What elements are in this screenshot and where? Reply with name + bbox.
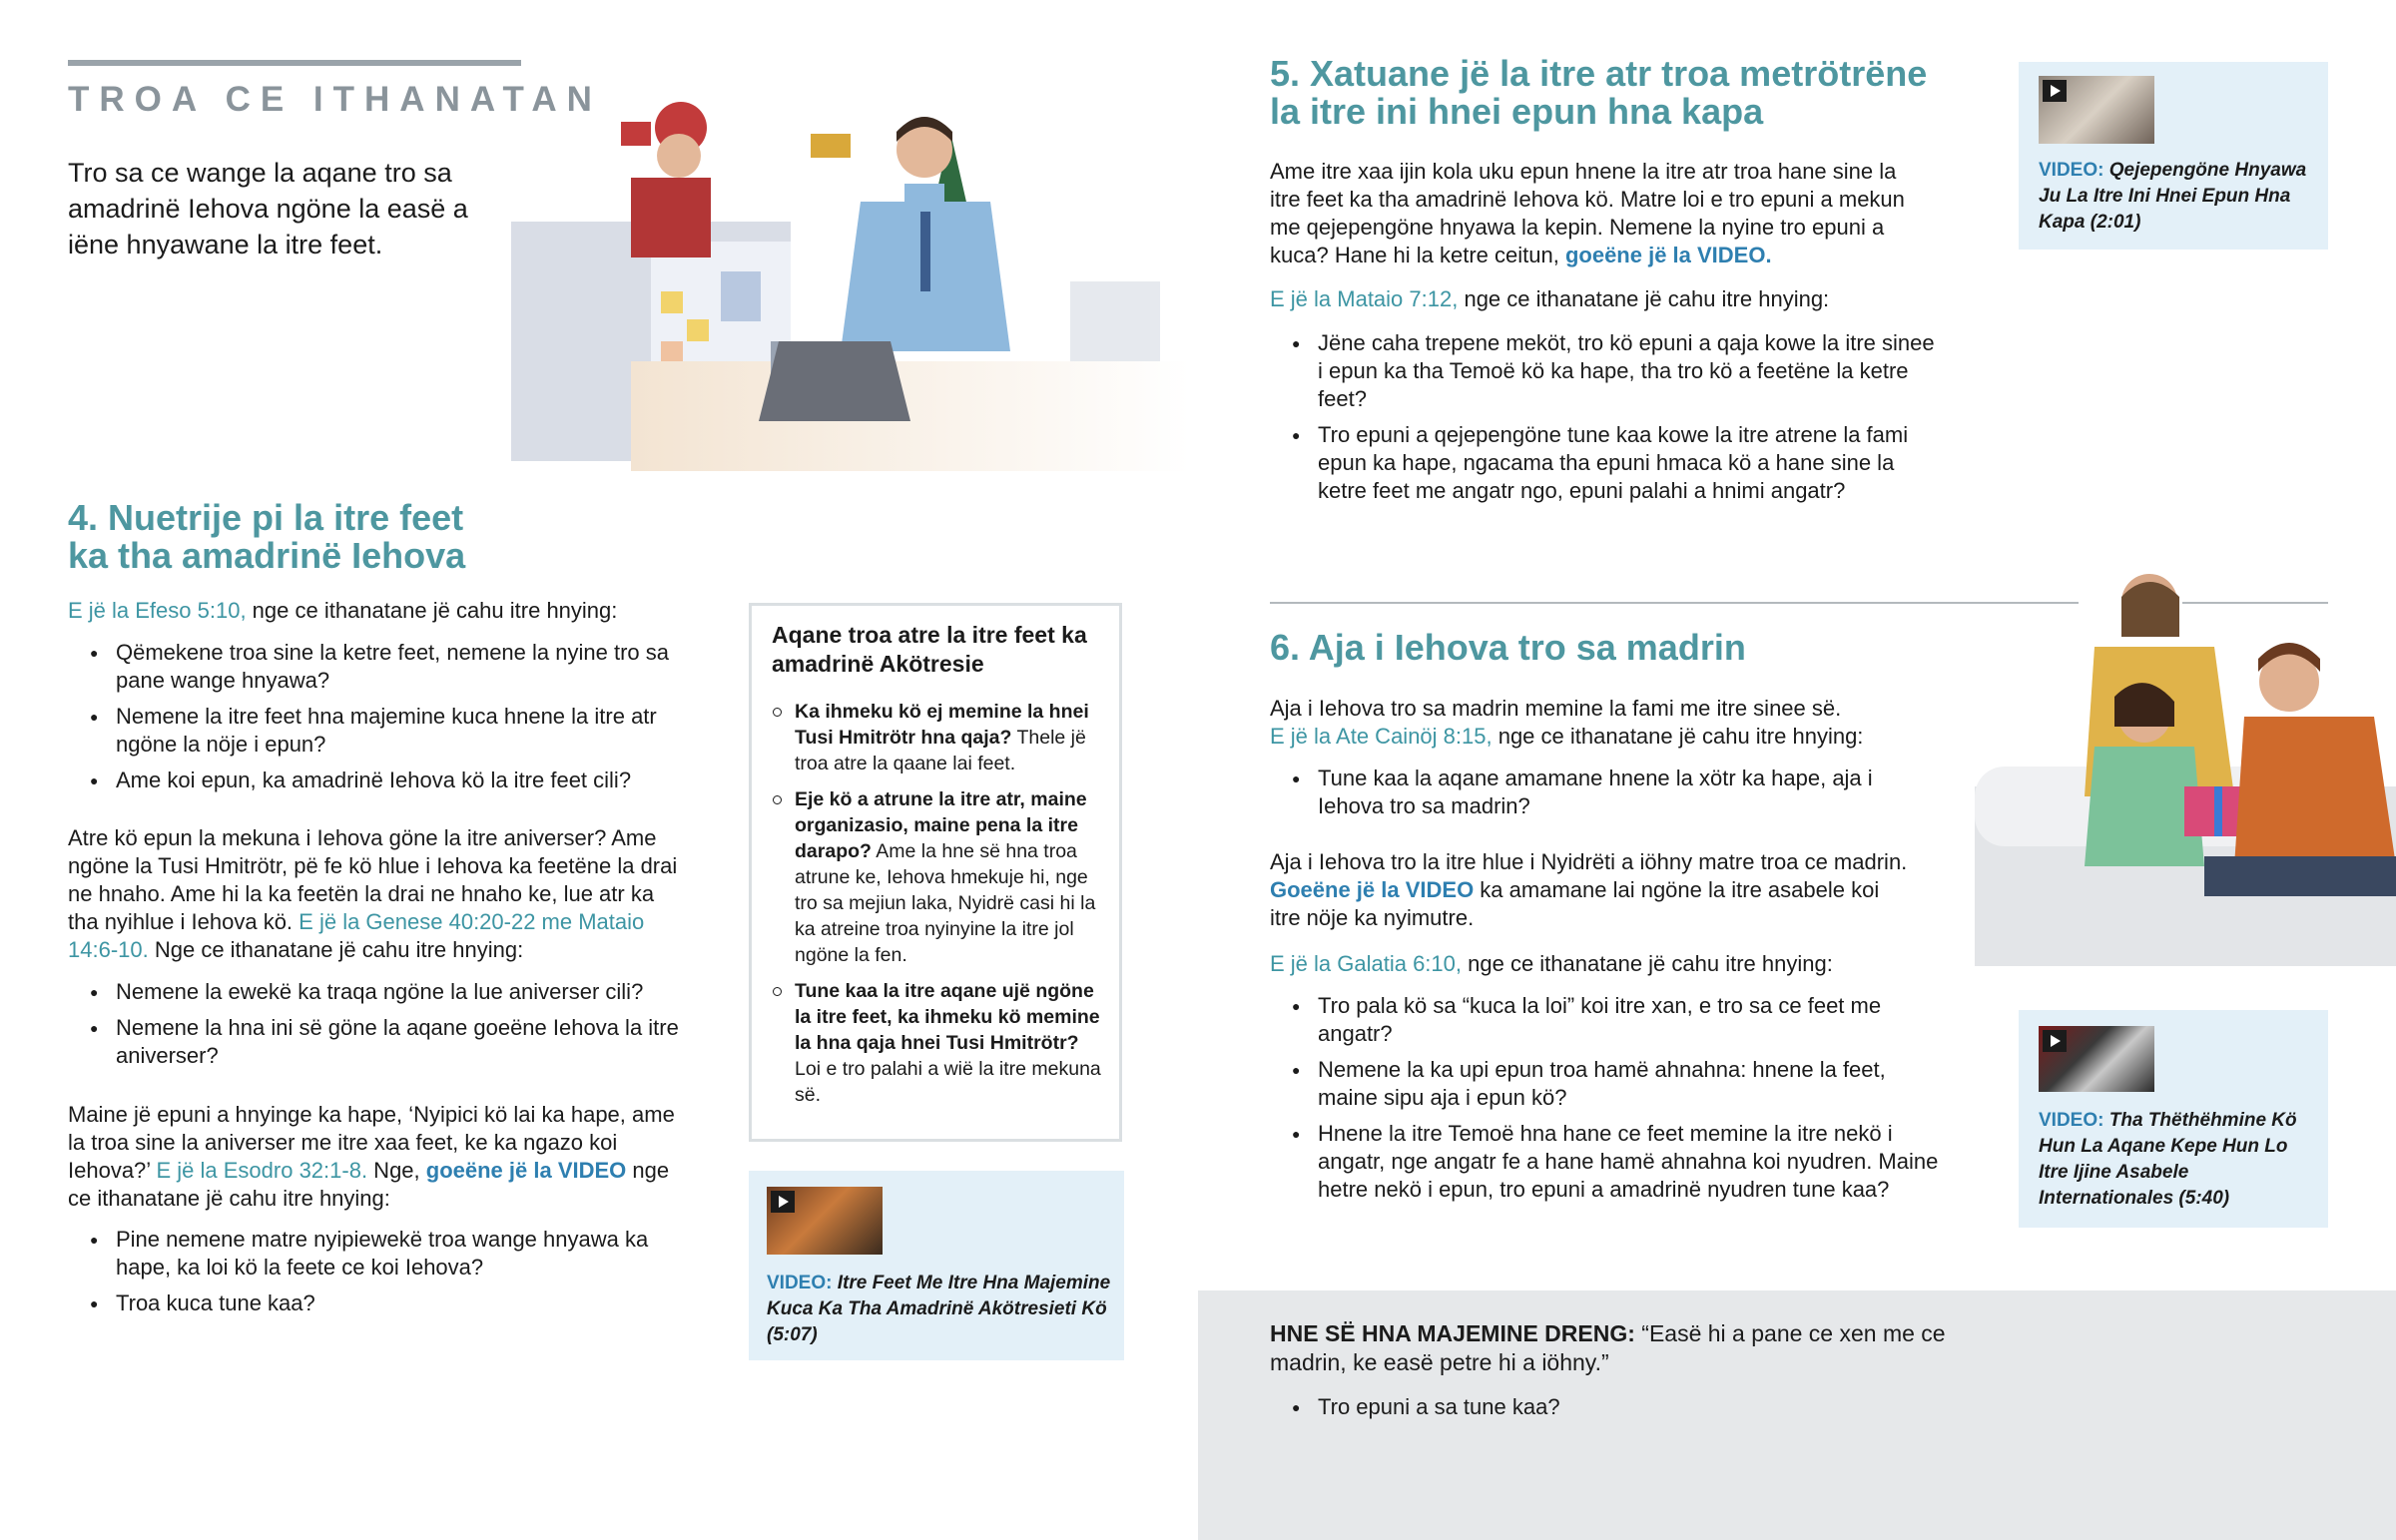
summary-questions [1270, 1393, 1909, 1429]
watch-video-link[interactable]: goeëne jë la VIDEO [425, 1158, 627, 1183]
scripture-link-galatia[interactable]: E jë la Galatia 6:10, [1270, 951, 1463, 976]
page-kicker: TROA CE ITHANATAN [68, 80, 602, 119]
list-item: ● Tro epuni a qejepengöne tune kaa kowe la itre atrene la fami epun ka hape, ngacama tha epuni hmaca kö a hane sine la ketre feet me angatr ngo, epuni palahi a hnimi angatr? [1270, 421, 1939, 505]
list-item: ● Nemene la ewekë ka traqa ngöne la lue aniverser cili? [68, 978, 697, 1006]
s6-paragraph-2 [1270, 848, 1909, 932]
s5-reading-rest: nge ce ithanatane jë cahu itre hnying: [1458, 286, 1830, 311]
s6-paragraph-1-rest: nge ce ithanatane jë cahu itre hnying: [1492, 724, 1864, 749]
guide-question: Eje kö a atrune la itre atr, maine organizasio, maine pena la itre darapo? [795, 788, 1087, 862]
list-item [771, 786, 1110, 968]
scripture-link-mataio[interactable]: E jë la Mataio 7:12, [1270, 286, 1459, 311]
video-title: Itre Feet Me Itre Hna Majemine Kuca Ka Tha Amadrinë Akötresieti Kö (5:07) [767, 1273, 1111, 1345]
s4-paragraph-2-rest: Nge ce ithanatane jë cahu itre hnying: [148, 937, 524, 962]
section-5-title-line1: 5. Xatuane jë la itre atr troa metrötrëne [1270, 53, 1928, 94]
video-caption [767, 1271, 1111, 1348]
video-title: Qejepengöne Hnyawa Ju La Itre Ini Hnei Epun Hna Kapa (2:01) [2039, 160, 2307, 233]
s5-paragraph-1 [1270, 158, 1929, 269]
video-thumbnail[interactable] [767, 1187, 883, 1255]
s5-reading [1270, 285, 1929, 313]
s4-reading-1-rest: nge ce ithanatane jë cahu itre hnying: [246, 598, 618, 623]
list-item: ● Tro pala kö sa “kuca la loi” koi itre xan, e tro sa ce feet me angatr? [1270, 992, 1949, 1048]
s4-paragraph-3-rest: nge ce ithanatane jë cahu itre hnying: [68, 1158, 670, 1211]
s6-paragraph-1-text: Aja i Iehova tro sa madrin memine la fami me itre sinee së. [1270, 696, 1842, 721]
s6-paragraph-1 [1270, 695, 1969, 751]
video-thumbnail[interactable] [2039, 1026, 2154, 1092]
scripture-link-esodro[interactable]: E jë la Esodro 32:1-8. [150, 1158, 368, 1183]
scripture-link-ate-cainoj[interactable]: E jë la Ate Cainöj 8:15, [1270, 724, 1493, 749]
s6-reading-2 [1270, 950, 1969, 978]
s4-reading-1 [68, 597, 687, 625]
summary-text [1270, 1319, 1969, 1377]
video-label: VIDEO: [2039, 160, 2104, 181]
watch-video-link[interactable]: Goeëne jë la VIDEO [1270, 877, 1475, 902]
section-divider [1270, 602, 2079, 604]
list-item: ● Pine nemene matre nyipiewekë troa wange hnyawa ka hape, ka loi kö la feete ce koi Iehova? [68, 1226, 697, 1282]
play-icon [2043, 80, 2067, 102]
guide-answer: Loi e tro palahi a wië la itre mekuna së. [795, 1058, 1101, 1106]
list-item [771, 978, 1110, 1108]
video-label: VIDEO: [2039, 1110, 2104, 1131]
video-card-feet[interactable] [749, 1171, 1124, 1360]
guide-answer: Ame la hne së hna troa atrune ke, Iehova hmekuje hi, nge tro sa mejiun laka, Nyidrë casi hi la ka atreine troa nyinyine la itre jol ngöne la fen. [795, 840, 1096, 966]
intro-text: Tro sa ce wange la aqane tro sa amadrinë Iehova ngöne la easë a iëne hnyawane la itre feet. [68, 158, 468, 259]
list-item: ● Jëne caha trepene meköt, tro kö epuni a qaja kowe la itre sinee i epun ka tha Temoë kö ka hape, tha tro kö a feetëne la ketre feet? [1270, 329, 1939, 413]
s4-paragraph-3-mid: Nge, [367, 1158, 426, 1183]
video-card-asabele[interactable] [2019, 1010, 2328, 1228]
festival-guide-list [771, 699, 1110, 1118]
list-item: ● Troa kuca tune kaa? [68, 1289, 697, 1317]
list-item: ● Nemene la ka upi epun troa hamë ahnahna: hnene la feet, maine sipu aja i epun kö? [1270, 1056, 1949, 1112]
s6-paragraph-2-text: Aja i Iehova tro la itre hlue i Nyidrëti a iöhny matre troa ce madrin. [1270, 849, 1908, 874]
s4-paragraph-3-text: Maine jë epuni a hnyinge ka hape, ‘Nyipici kö lai ka hape, ame la troa sine la aniverser me itre xaa feet, ke ka ngazo koi Iehova?’ [68, 1102, 675, 1183]
scripture-link-genese[interactable]: E jë la Genese 40:20-22 me Mataio 14:6-10. [68, 909, 645, 962]
video-card-qejepengone[interactable] [2019, 62, 2328, 250]
s4-paragraph-2-text: Atre kö epun la mekuna i Iehova göne la itre aniverser? Ame ngöne la Tusi Hmitrötr, pë fe kö hlue i Iehova ka feetëne la drai ne hnaho. Ame hi la ka feetën la drai ne hnaho ke, lue atr ka tha nyihlue i Iehova kö. [68, 825, 678, 934]
s6-questions-1 [1270, 765, 1909, 828]
list-item: ● Tune kaa la aqane amamane hnene la xötr ka hape, aja i Iehova tro sa madrin? [1270, 765, 1909, 820]
summary-quote: “Easë hi a pane ce xen me ce madrin, ke easë petre hi a iöhny.” [1270, 1320, 1946, 1375]
play-icon [2043, 1030, 2067, 1052]
guide-question: Ka ihmeku kö ej memine la hnei Tusi Hmitrötr hna qaja? [795, 701, 1089, 749]
video-caption [2039, 1108, 2298, 1212]
s4-paragraph-2 [68, 824, 687, 964]
top-rule [68, 60, 521, 66]
family-gift-illustration [1975, 567, 2396, 966]
s4-questions-3 [68, 1226, 697, 1325]
video-title: Tha Thëthëhmine Kö Hun La Aqane Kepe Hun Lo Itre Ijine Asabele Internationales (5:40) [2039, 1110, 2297, 1209]
s4-paragraph-3 [68, 1101, 687, 1213]
play-icon [771, 1191, 795, 1213]
scripture-link-efeso[interactable]: E jë la Efeso 5:10, [68, 598, 247, 623]
section-4-title-line1: 4. Nuetrije pi la itre feet [68, 497, 464, 538]
section-4-title-line2: ka tha amadrinë Iehova [68, 535, 466, 576]
office-gift-illustration [511, 92, 1190, 471]
watch-video-link[interactable]: goeëne jë la VIDEO. [1564, 243, 1772, 267]
video-thumbnail[interactable] [2039, 76, 2154, 144]
section-5-title [1270, 55, 1969, 131]
list-item: ● Nemene la hna ini së göne la aqane goeëne Iehova la itre aniverser? [68, 1014, 697, 1070]
s5-paragraph-1-text: Ame itre xaa ijin kola uku epun hnene la itre atr troa hane sine la itre feet ka tha amadrinë Iehova kö. Matre loi e tro epuni a mekun me qejepengöne hnyawa la kepin. Nemene la nyine tro epuni a kuca? Hane hi la ketre ceitun, [1270, 159, 1905, 267]
video-label: VIDEO: [767, 1273, 833, 1293]
section-4-title [68, 499, 507, 575]
list-item: ● Tro epuni a sa tune kaa? [1270, 1393, 1909, 1421]
s4-questions-1 [68, 639, 697, 802]
festival-guide-title: Aqane troa atre la itre feet ka amadrinë Akötresie [772, 622, 1087, 677]
s6-paragraph-2-rest: ka amamane lai ngöne la itre asabele koi itre nöje ka nyimutre. [1270, 877, 1880, 930]
list-item: ● Nemene la itre feet hna majemine kuca hnene la itre atr ngöne la nöje i epun? [68, 703, 697, 759]
s5-questions [1270, 329, 1939, 513]
section-6-title: 6. Aja i Iehova tro sa madrin [1270, 627, 1746, 668]
guide-answer: Thele jë troa atre la qaane lai feet. [795, 727, 1086, 774]
list-item: ● Hnene la itre Temoë hna hane ce feet memine la itre nekö i angatr, nge angatr fe a hane hamë ahnahna koi nyudren. Maine hetre nekö i epun, tro epuni a amadrinë nyudren tune kaa? [1270, 1120, 1949, 1204]
s6-questions-2 [1270, 992, 1949, 1212]
list-item [771, 699, 1110, 776]
guide-question: Tune kaa la itre aqane ujë ngöne la itre feet, ka ihmeku kö memine la hna qaja hnei Tusi Hmitrötr? [795, 980, 1100, 1054]
list-item: ● Ame koi epun, ka amadrinë Iehova kö la itre feet cili? [68, 767, 697, 794]
s4-questions-2 [68, 978, 697, 1078]
section-5-title-line2: la itre ini hnei epun hna kapa [1270, 91, 1764, 132]
s6-reading-2-rest: nge ce ithanatane jë cahu itre hnying: [1462, 951, 1833, 976]
video-caption [2039, 158, 2318, 236]
list-item: ● Qëmekene troa sine la ketre feet, nemene la nyine tro sa pane wange hnyawa? [68, 639, 697, 695]
summary-label: HNE SË HNA MAJEMINE DRENG: [1270, 1320, 1635, 1346]
